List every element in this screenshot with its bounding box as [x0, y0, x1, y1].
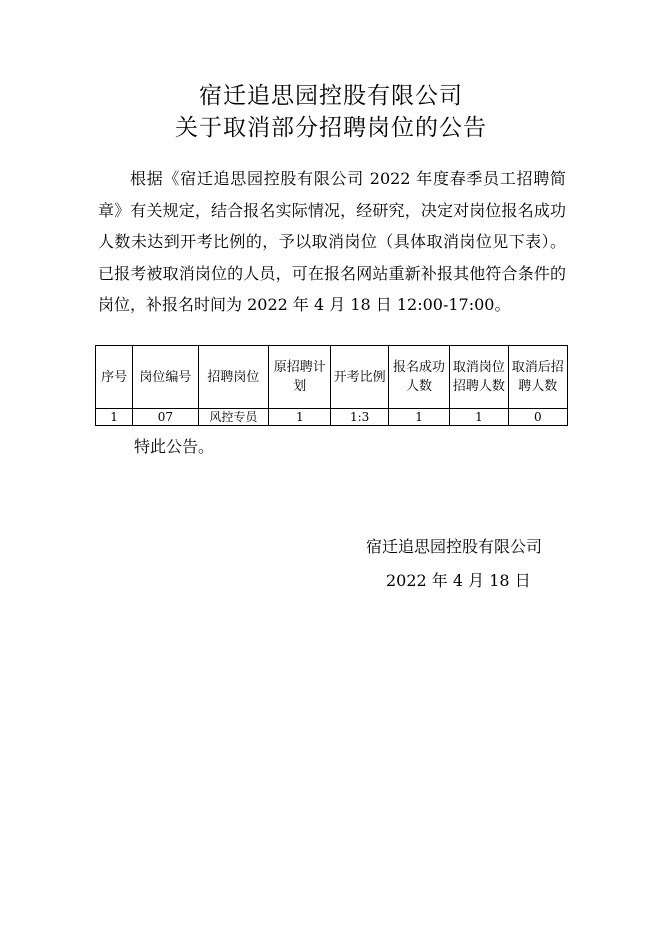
cell-post-name: 风控专员: [198, 409, 268, 426]
table-header-row: [96, 346, 568, 409]
header-serial: 序号: [96, 346, 133, 409]
header-post-code: 岗位编号: [133, 346, 198, 409]
header-original-plan: 原招聘计划: [269, 346, 331, 409]
closing-remark: 特此公告。: [134, 437, 215, 456]
header-registered-count: 报名成功人数: [388, 346, 449, 409]
cell-exam-ratio: 1:3: [331, 409, 388, 426]
cell-serial: 1: [96, 409, 133, 426]
title-line-1: 宿迁追思园控股有限公司: [199, 83, 463, 109]
cancelled-positions-table: [95, 345, 568, 426]
header-post-name: 招聘岗位: [198, 346, 268, 409]
signature-date: 2022 年 4 月 18 日: [386, 571, 531, 590]
cell-cancelled-count: 1: [450, 409, 508, 426]
header-cancelled-count: 取消岗位招聘人数: [450, 346, 508, 409]
cell-remaining-count: 0: [508, 409, 567, 426]
notice-body: 根据《宿迁追思园控股有限公司 2022 年度春季员工招聘简章》有关规定，结合报名实际情况，经研究，决定对岗位报名成功人数未达到开考比例的，予以取消岗位（具体取消岗位见下表）。已报考被取消岗位的人员，可在报名网站重新补报其他符合条件的岗位，补报名时间为 2022 年 4 月 18 日 12:00-17:00。: [98, 169, 566, 314]
cell-registered-count: 1: [388, 409, 449, 426]
cell-original-plan: 1: [269, 409, 331, 426]
table-row: [96, 409, 568, 426]
signature-organization: 宿迁追思园控股有限公司: [366, 537, 543, 556]
header-remaining-count: 取消后招聘人数: [508, 346, 567, 409]
title-line-2: 关于取消部分招聘岗位的公告: [175, 115, 487, 141]
cell-post-code: 07: [133, 409, 198, 426]
header-exam-ratio: 开考比例: [331, 346, 388, 409]
